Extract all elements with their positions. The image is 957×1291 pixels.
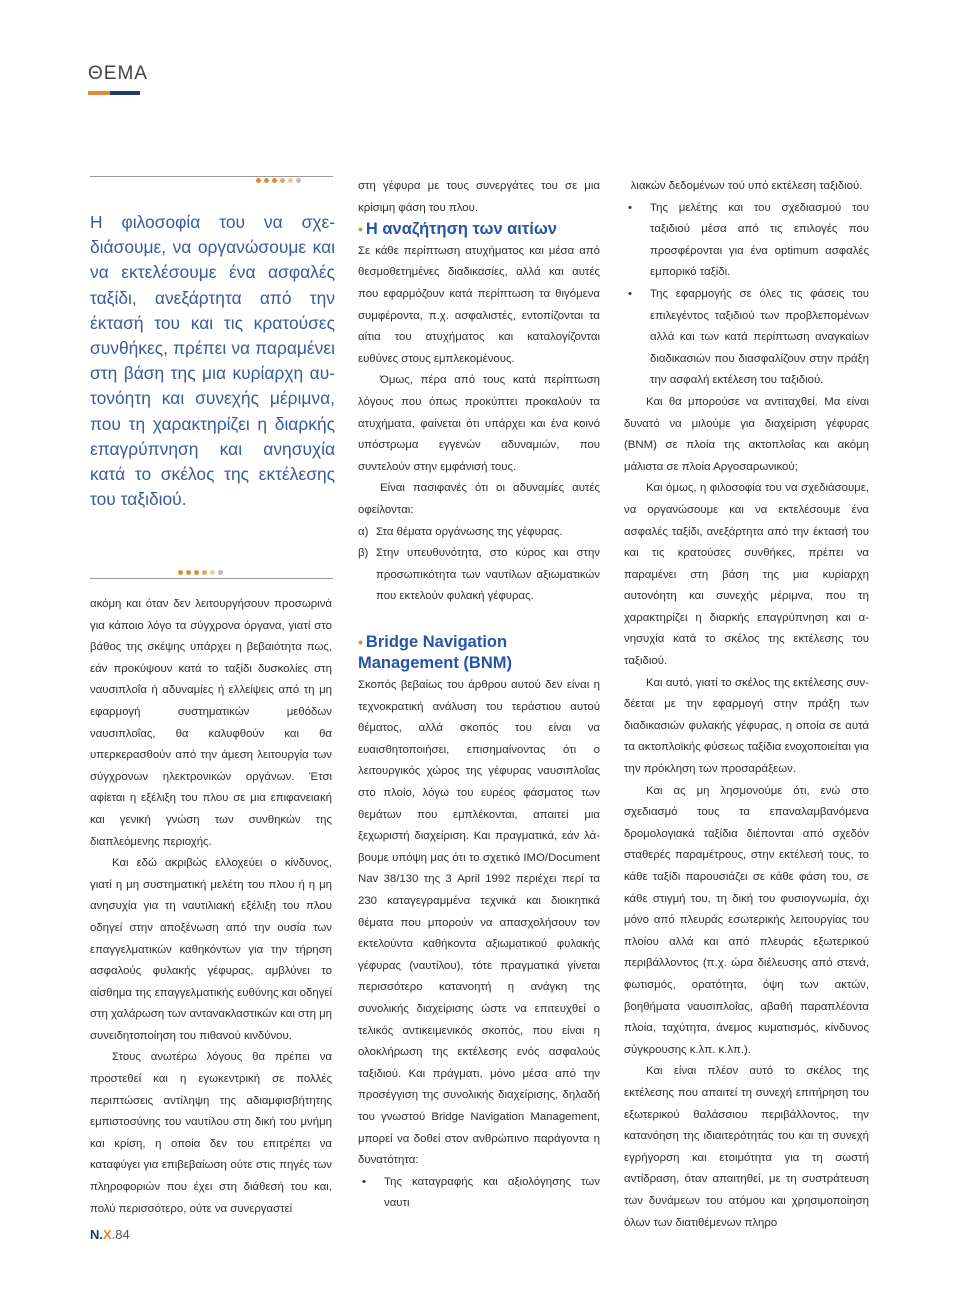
- heading-search-for-causes: [358, 219, 600, 241]
- dot: [296, 178, 301, 183]
- bullet-icon: •: [628, 201, 632, 214]
- list-item: [358, 543, 600, 608]
- dot: [218, 570, 223, 575]
- page-number: 84: [115, 1227, 130, 1242]
- dot: [210, 570, 215, 575]
- heading-bnm: [358, 632, 600, 675]
- dot: [194, 570, 199, 575]
- col1-paragraph-2: Και εδώ ακριβώς ελλοχεύει ο κίνδυνος, γιατί η μη συστηματική μελέτη του πλου ή η μη ανησυχία για τη ναυτιλιακή εξέλιξη του πλου οδηγεί στην αποξένωση από την ουσία των επαγγελματικών καθηκόντων για την τήρηση ασφαλούς φυλακής γέφυρας, αμβλύνει το αίσθημα της επαγγελματικής ευθύνης και οδηγεί στη χαλάρωση των αντανακλαστικών και στη μη συνειδητοποίηση του πιθανού κινδύνου.: [90, 857, 332, 1042]
- page-folio: [90, 1227, 130, 1242]
- heading-text-line-2: Management (BNM): [358, 654, 513, 673]
- col1-paragraph-3: Στους ανωτέρω λόγους θα πρέπει να προστεθεί και η εγωκεντρική σε πολλές περιπτώσεις αντίληψη της αδιαμφισβήτητης εμπιστοσύνης του ναυτίλου στη δική του μνήμη και κρίση, η οποία δεν του επιτρέπει να καταφύγει για επιβεβαίωση ούτε στις πηγές των πληροφοριών που έχει στη διάθεσή του και, πολύ περισσότερο, ούτε να συνεργαστεί: [90, 1051, 332, 1215]
- list-marker: α): [358, 525, 369, 538]
- dot: [288, 178, 293, 183]
- column-3: [624, 176, 869, 1234]
- pull-quote-top-dots: [256, 178, 301, 183]
- col2-bullet-list: [358, 1172, 600, 1215]
- list-text: Στα θέματα οργάνωσης της γέφυρας.: [376, 525, 563, 538]
- dot: [178, 570, 183, 575]
- list-marker: β): [358, 547, 369, 560]
- label-bar-orange: [88, 91, 110, 95]
- pull-quote-top-rule: [90, 176, 333, 177]
- dot: [272, 178, 277, 183]
- list-item: [358, 1172, 600, 1215]
- bullet-icon: •: [362, 1175, 366, 1188]
- col3-paragraph-3: Και αυτό, γιατί το σκέλος της εκτέλεσης συνδέεται με την εφαρμογή στην πράξη των διαδικασιών φυλακής γέφυρας, η οποία σε αυτά τα ακτοπλοϊκής φύσεως ταξίδια ενοχοποιείται για την πρόκληση των προσαράξεων.: [624, 676, 869, 776]
- label-bar-navy: [110, 91, 140, 95]
- col3-paragraph-0: λιακών δεδομένων τού υπό εκτέλεση ταξιδιού.: [630, 180, 863, 192]
- dot: [202, 570, 207, 575]
- column-1: [90, 594, 332, 1220]
- heading-bullet-icon: •: [358, 221, 363, 238]
- list-item: [358, 522, 600, 544]
- bullet-icon: •: [628, 287, 632, 300]
- col2-paragraph-4: Σκοπός βεβαίως του άρθρου αυτού δεν είναι η τεχνοκρατική ανάλυση του τεράστιου αυτού θέματος, αλλά σκοπός του είναι να ευαισθητοποιήσει, επισημαίνοντας ότι ο λειτουργικός χώρος της γέφυρας ναυσιπλοΐας στο πλοίο, λόγω του ευρέος φάσματος των θεμάτων που εμπλέκονται, απαιτεί μια ξεχωριστή διαχείριση. Και πραγματικά, εάν λάβουμε υπόψη μας ότι το σχετικό IMO/Document Nav 38/130 της 3 April 1992 περιέχει περί τα 230 καταγεγραμμένα τεχνικά και διοικητικά θέματα που μπορούν να απασχολήσουν τον εκτελούντα καθήκοντα αξιωματικού φυλακής γέφυρας (ναυτίλου), τότε πραγματικά γίνεται περισσότερο κατανοητή η ανάγκη της συνολικής διαχείρισης ώστε να επιτευχθεί ο τελικός αντικειμενικός σκοπός, που είναι η ολοκλήρωση της εκτέλεσης ενός ασφαλούς ταξιδιού. Και πράγματι, μόνο μέσα από την προσέγγιση της συνολικής διαχείρισης, δηλαδή του γνωστού Bridge Navigation Management, μπορεί να δοθεί στον ανθρώπινο παράγοντα η δυνατότητα:: [358, 679, 600, 1167]
- col1-paragraph-1: ακόμη και όταν δεν λειτουργήσουν προσωρινά για κάποιο λόγο τα σύγχρονα όργανα, γιατί στο βάθος της σκέψης υπάρχει η βεβαιότητα πως, εάν προκύψουν κατά το ταξίδι δυσκολίες στη ναυσιπλοΐα ή αδυναμίες ή ελλείψεις από τη μη εφαρμογή συστηματικών μεθόδων ναυσιπλοΐας, θα καλυφθούν και θα υπερκερασθούν από την άμεση λειτουργία των σύγχρονων ηλεκτρονικών οργάνων. Έτσι αφίεται η εξέλιξη του πλου σε μια επιφανειακή και γενική γνώση των συνθηκών της διαπλεόμενης περιοχής.: [90, 598, 332, 848]
- pull-quote-bottom-dots: [178, 570, 223, 575]
- pull-quote: Η φιλοσοφία του να σχεδιάσουμε, να οργανώσουμε και να εκτελέσουμε ένα ασφαλές ταξίδι, ανεξάρτητα από την έκτασή του και τις κρατούσες συνθήκες, πρέπει να παραμένει στη βάση της μια κυρίαρχη αυτονόητη και συνεχής μέριμνα, που τη χαρακτηρίζει η διαρκής επαγρύπνηση και ανησυχία κατά το σκέλος της εκτέλεσης του ταξιδιού.: [90, 212, 335, 510]
- section-label: ΘΕΜΑ: [88, 63, 148, 84]
- heading-bullet-icon: •: [358, 633, 363, 650]
- list-text: Της εφαρμογής σε όλες τις φάσεις του επιλεγέντος ταξιδιού των προβλεπομένων αλλά και των κατά περίπτωση αναγκαίων διαδικασιών που διασφαλίζουν στην πράξη την ασφαλή εκτέλεση του ταξιδιού.: [650, 287, 869, 387]
- magazine-initial-x: X.: [103, 1227, 116, 1242]
- list-item: [624, 284, 869, 392]
- col2-paragraph-2: Όμως, πέρα από τους κατά περίπτωση λόγους που όπως προκύπτει προκαλούν τα ατυχήματα, φαίνεται ότι υπάρχει και ένα κοινό υπόστρωμα εγγενών αδυναμιών, που συντελούν στην εμφάνισή τους.: [358, 374, 600, 473]
- dot: [280, 178, 285, 183]
- dot: [256, 178, 261, 183]
- pull-quote-bottom-rule: [90, 578, 333, 579]
- list-item: [624, 198, 869, 284]
- heading-text-line-1: Bridge Navigation: [365, 632, 508, 651]
- col3-paragraph-2: Και όμως, η φιλοσοφία του να σχεδιάσουμε, να οργανώσουμε και να εκτελέσουμε ένα ασφαλές ταξίδι, ανεξάρτητα από την έκτασή του και τις κρατούσες συνθήκες, πρέπει να παραμένει στη βάση της μια κυρίαρχη αυτονόητη και συνεχής μέριμνα, που τη χαρακτηρίζει η διαρκής επαγρύπνηση και ανησυχία κατά το σκέλος της εκτέλεσης του ταξιδιού.: [624, 482, 869, 668]
- col2-paragraph-1: Σε κάθε περίπτωση ατυχήματος και μέσα από θεσμοθετημένες διαδικασίες, αλλά και αυτές που εφαρμόζουν κατά περίπτωση τα θιγόμενα συμφέροντα, π.χ. ασφαλιστές, εντοπίζονται τα αίτια του ατυχήματος και καταλογίζονται ευθύνες στους εμπλεκομένους.: [358, 244, 600, 365]
- magazine-initial-n: N.: [90, 1227, 103, 1242]
- col3-paragraph-4: Και ας μη λησμονούμε ότι, ενώ στο σχεδιασμό τους τα επαναλαμβανόμενα δρομολογιακά ταξίδια διέπονται από σχεδόν σταθερές παραμέτρους, στην εκτέλεσή τους, το κάθε ταξίδι παρουσιάζει σε κάθε φάση του, σε κάθε στιγμή του, τη δική του φυσιογνωμία, όχι μόνο από πλευράς εσωτερικής λειτουργίας του πλοίου αλλά και από πλευράς εξωτερικού περιβάλλοντος (π.χ. ώρα διέλευσης από στενά, φωτισμός, ορατότητα, όψη των ακτών, βοηθήματα ναυσιπλοΐας, αβαθή παραπλέοντα πλοία, ταχύτητα, άνεμος κυματισμός, κίνδυνος σύγκρουσης κ.λπ. κ.λπ.).: [624, 784, 869, 1056]
- col2-paragraph-0: στη γέφυρα με τους συνεργάτες του σε μια κρίσιμη φάση του πλου.: [358, 180, 600, 214]
- col3-paragraph-5: Και είναι πλέον αυτό το σκέλος της εκτέλεσης που απαιτεί τη συνεχή επιτήρηση του εξωτερικού θαλάσσιου περιβάλλοντος, την κατανόηση της ιδιαιτερότητάς του και τη συνεχή εγρήγορση και ετοιμότητα για τη σωστή αντίδραση, όταν απαιτηθεί, με τη συστράτευση των δυνάμεων του ατόμου και χρησιμοποίηση όλων των διατιθέμενων πληρο: [624, 1065, 869, 1229]
- dot: [264, 178, 269, 183]
- list-text: Της μελέτης και του σχεδιασμού του ταξιδιού μέσα από τις επιλογές που προσφέρονται για ένα optimum ασφαλές εμπορικό ταξίδι.: [650, 201, 869, 279]
- heading-text: Η αναζήτηση των αιτίων: [365, 220, 557, 239]
- col2-paragraph-3: Είναι πασιφανές ότι οι αδυναμίες αυτές οφείλονται:: [358, 482, 600, 516]
- column-2: [358, 176, 600, 1215]
- col3-bullet-list: [624, 198, 869, 392]
- spacer: [358, 608, 600, 632]
- col2-lettered-list: [358, 522, 600, 608]
- list-text: Της καταγραφής και αξιολόγησης των ναυτι: [384, 1175, 600, 1210]
- list-text: Στην υπευθυνότητα, στο κύρος και στην προσωπικότητα των ναυτίλων αξιωματικών που εκτελούν φυλακή γέφυρας.: [376, 547, 600, 603]
- col3-paragraph-1: Και θα μπορούσε να αντιταχθεί. Μα είναι δυνατό να μιλούμε για διαχείριση γέφυρας (BNM) σε πλοία της ακτοπλοΐας και ακόμη μάλιστα σε πλοία Αργοσαρωνικού;: [624, 395, 869, 473]
- dot: [186, 570, 191, 575]
